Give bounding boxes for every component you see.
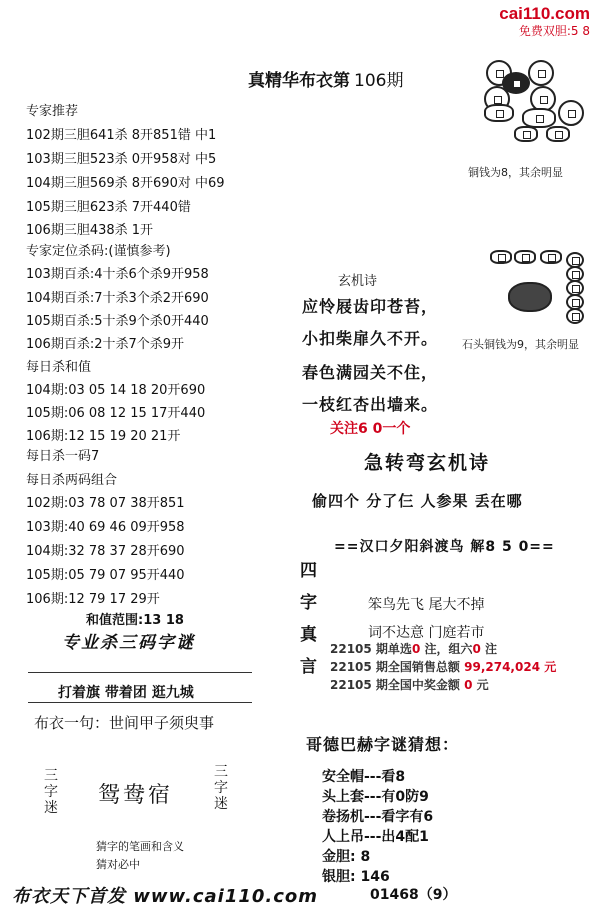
expert-header: 专家推荐	[26, 104, 79, 119]
combo-line: 104期:32 78 37 28开690	[26, 544, 185, 559]
riddle-note: 猜字的笔画和含义	[96, 840, 184, 853]
sum-line: 104期:03 05 14 18 20开690	[26, 383, 206, 398]
pro-riddle-title: 专业杀三码字谜	[62, 633, 195, 653]
position-line: 104期百杀:7十杀3个杀2开690	[26, 291, 209, 306]
riddle-right-label: 三字迷	[214, 764, 228, 812]
poem-line: 小扣柴扉久不开。	[302, 329, 439, 348]
expert-line: 106期三胆438杀 1开	[26, 223, 154, 238]
brand-site: cai110.com	[499, 4, 590, 23]
coins-illustration	[474, 56, 584, 156]
expert-line: 104期三胆569杀 8开690对 中69	[26, 176, 225, 191]
slogan: 打着旗 带着团 逛九城	[58, 685, 194, 701]
vertical-char: 言	[300, 657, 317, 677]
title-issue: 106期	[354, 71, 404, 91]
riddle-left-label: 三字迷	[44, 768, 58, 816]
sum-line: 106期:12 15 19 20 21开	[26, 429, 181, 444]
kill-one: 每日杀一码7	[26, 449, 100, 464]
position-header: 专家定位杀码:(谨慎参考)	[26, 244, 171, 259]
focus-note: 关注6 0一个	[330, 421, 411, 437]
combo-line: 102期:03 78 07 38开851	[26, 496, 185, 511]
vertical-char: 真	[300, 625, 317, 645]
poem-title: 玄机诗	[338, 274, 378, 289]
combo-line: 105期:05 79 07 95开440	[26, 568, 185, 583]
guess-line: 金胆: 8	[322, 849, 371, 865]
poem-line: 应怜屐齿印苍苔，	[302, 297, 439, 316]
divider	[28, 672, 252, 673]
stat-line: 22105 期单选0 注，组六0 注	[330, 642, 498, 656]
one-line-verse: 布衣一句：世间甲子须臾事	[34, 714, 215, 732]
position-line: 106期百杀:2十杀7个杀9开	[26, 337, 185, 352]
poem-line: 一枝红杏出墙来。	[302, 395, 439, 414]
brand-sub: 免费双胆:5 8	[518, 24, 590, 38]
page-title	[248, 66, 403, 91]
coin-caption: 石头铜钱为9，其余明显	[462, 338, 579, 351]
position-line: 105期百杀:5十杀9个杀0开440	[26, 314, 209, 329]
riddle-note: 猜对必中	[96, 858, 140, 871]
guess-line: 01468（9）	[370, 887, 457, 903]
guess-title: 哥德巴赫字谜猜想：	[306, 735, 460, 754]
riddle-main: 鸳鸯宿	[98, 783, 174, 808]
stat-line: 22105 期全国销售总额 99,274,024 元	[330, 660, 557, 674]
combo-header: 每日杀两码组合	[26, 473, 118, 488]
guess-line: 人上吊---出4配1	[322, 829, 429, 845]
position-line: 103期百杀:4十杀6个杀9开958	[26, 267, 209, 282]
stat-line: 22105 期全国中奖金额 0 元	[330, 678, 489, 692]
vertical-char: 字	[300, 593, 317, 613]
guess-line: 银胆: 146	[322, 869, 390, 885]
guess-line: 卷扬机---看字有6	[322, 809, 434, 825]
coin-caption: 铜钱为8，其余明显	[468, 166, 563, 179]
expert-line: 105期三胆623杀 7开440错	[26, 200, 191, 215]
combo-line: 106期:12 79 17 29开	[26, 592, 160, 607]
vertical-char: 四	[300, 561, 317, 581]
riddle-poem-title: 急转弯玄机诗	[364, 452, 491, 474]
sum-header: 每日杀和值	[26, 360, 92, 375]
sum-range: 和值范围:13 18	[86, 613, 184, 628]
combo-line: 103期:40 69 46 09开958	[26, 520, 185, 535]
expert-line: 103期三胆523杀 0开958对 中5	[26, 152, 217, 167]
guess-line: 安全帽---看8	[322, 769, 406, 785]
hint-line: 偷四个 分了仨 人参果 丢在哪	[312, 492, 523, 510]
sum-line: 105期:06 08 12 15 17开440	[26, 406, 206, 421]
poem-line: 春色满园关不住，	[302, 363, 439, 382]
bird-line: ==汉口夕阳斜渡鸟 解8 5 0==	[334, 539, 555, 555]
phrase-line: 词不达意 门庭若市	[368, 625, 485, 641]
stone-coins-illustration	[484, 246, 584, 326]
divider	[28, 702, 252, 703]
phrase-line: 笨鸟先飞 尾大不掉	[368, 597, 485, 613]
title-text: 真精华布衣第	[248, 71, 350, 91]
footer-banner: 布衣天下首发 www.cai110.com	[12, 886, 319, 907]
expert-line: 102期三胆641杀 8开851错 中1	[26, 128, 217, 143]
guess-line: 头上套---有0防9	[322, 789, 429, 805]
